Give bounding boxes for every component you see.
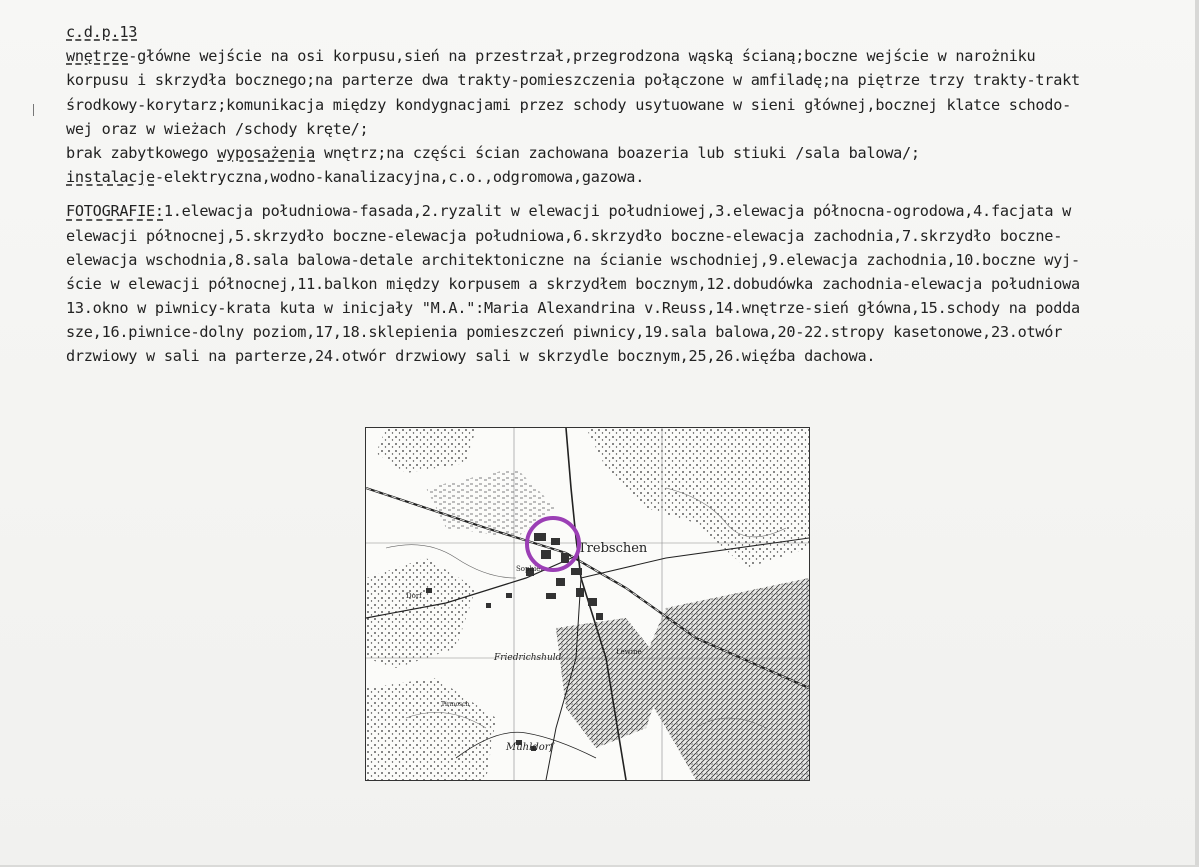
- photos-line-5: 13.okno w piwnicy-krata kuta w inicjały "M.A.":Maria Alexandrina v.Reuss,14.wnętrze-sień główna,15.schody na podda: [66, 299, 1080, 318]
- location-map: [365, 427, 810, 781]
- map-label-muhldorf: Mühldorf: [506, 742, 554, 753]
- map-drawing: [366, 428, 809, 780]
- photos-line-1: FOTOGRAFIE:1.elewacja południowa-fasada,2.ryzalit w elewacji południowej,3.elewacja północna-ogrodowa,4.facjata w: [66, 202, 1071, 221]
- map-label-trebschen: Trebschen: [578, 541, 648, 556]
- equipment-line: brak zabytkowego wyposażenia wnętrz;na części ścian zachowana boazeria lub stiuki /sala balowa/;: [66, 143, 920, 162]
- document-text: [66, 20, 1192, 369]
- page-code-line: [66, 20, 1192, 44]
- photos-line-3: elewacja wschodnia,8.sala balowa-detale architektoniczne na ścianie wschodniej,9.elewacja zachodnia,10.boczne wyj-: [66, 250, 1080, 269]
- scan-edge-right: [1195, 0, 1199, 867]
- interior-line-2: korpusu i skrzydła bocznego;na parterze dwa trakty-pomieszczenia połączone w amfiladę;na piętrze trzy trakty-trakt: [66, 71, 1080, 90]
- installations-line: instalacje-elektryczna,wodno-kanalizacyjna,c.o.,odgromowa,gazowa.: [66, 168, 645, 187]
- interior-line-4: wej oraz w wieżach /schody kręte/;: [66, 119, 369, 138]
- map-label-dorf: Dorf: [406, 592, 422, 600]
- map-label-sophien: Sophien: [516, 565, 545, 573]
- photos-line-4: ście w elewacji północnej,11.balkon między korpusem a skrzydłem bocznym,12.dobudówka zachodnia-elewacja południowa: [66, 274, 1080, 293]
- photos-line-2: elewacji północnej,5.skrzydło boczne-elewacja południowa,6.skrzydło boczne-elewacja zachodnia,7.skrzydło boczne-: [66, 226, 1063, 245]
- map-label-lewine: Lewine: [616, 648, 642, 656]
- interior-line-1: wnętrze-główne wejście na osi korpusu,sień na przestrzał,przegrodzona wąską ścianą;boczne wejście w narożniku: [66, 47, 1036, 66]
- term-instalacje: instalacje: [66, 168, 155, 187]
- page-code: c.d.p.13: [66, 23, 138, 41]
- photos-line-7: drzwiowy w sali na parterze,24.otwór drzwiowy sali w skrzydle bocznym,25,26.więźba dachowa.: [66, 347, 876, 366]
- term-wyposazenia: wyposażenia: [217, 143, 316, 162]
- map-label-tirmosch: Tirmosch: [441, 701, 470, 708]
- photos-line-6: sze,16.piwnice-dolny poziom,17,18.sklepienia pomieszczeń piwnicy,19.sala balowa,20-22.stropy kasetonowe,23.otwór: [66, 323, 1063, 342]
- term-wnetrze: wnętrze: [66, 47, 129, 66]
- term-fotografie: FOTOGRAFIE:: [66, 202, 164, 221]
- map-label-friedrichshuld: Friedrichshuld: [494, 653, 562, 663]
- margin-mark: [33, 104, 34, 116]
- interior-line-3: środkowy-korytarz;komunikacja między kondygnacjami przez schody usytuowane w sieni głównej,bocznej klatce schodo-: [66, 95, 1071, 114]
